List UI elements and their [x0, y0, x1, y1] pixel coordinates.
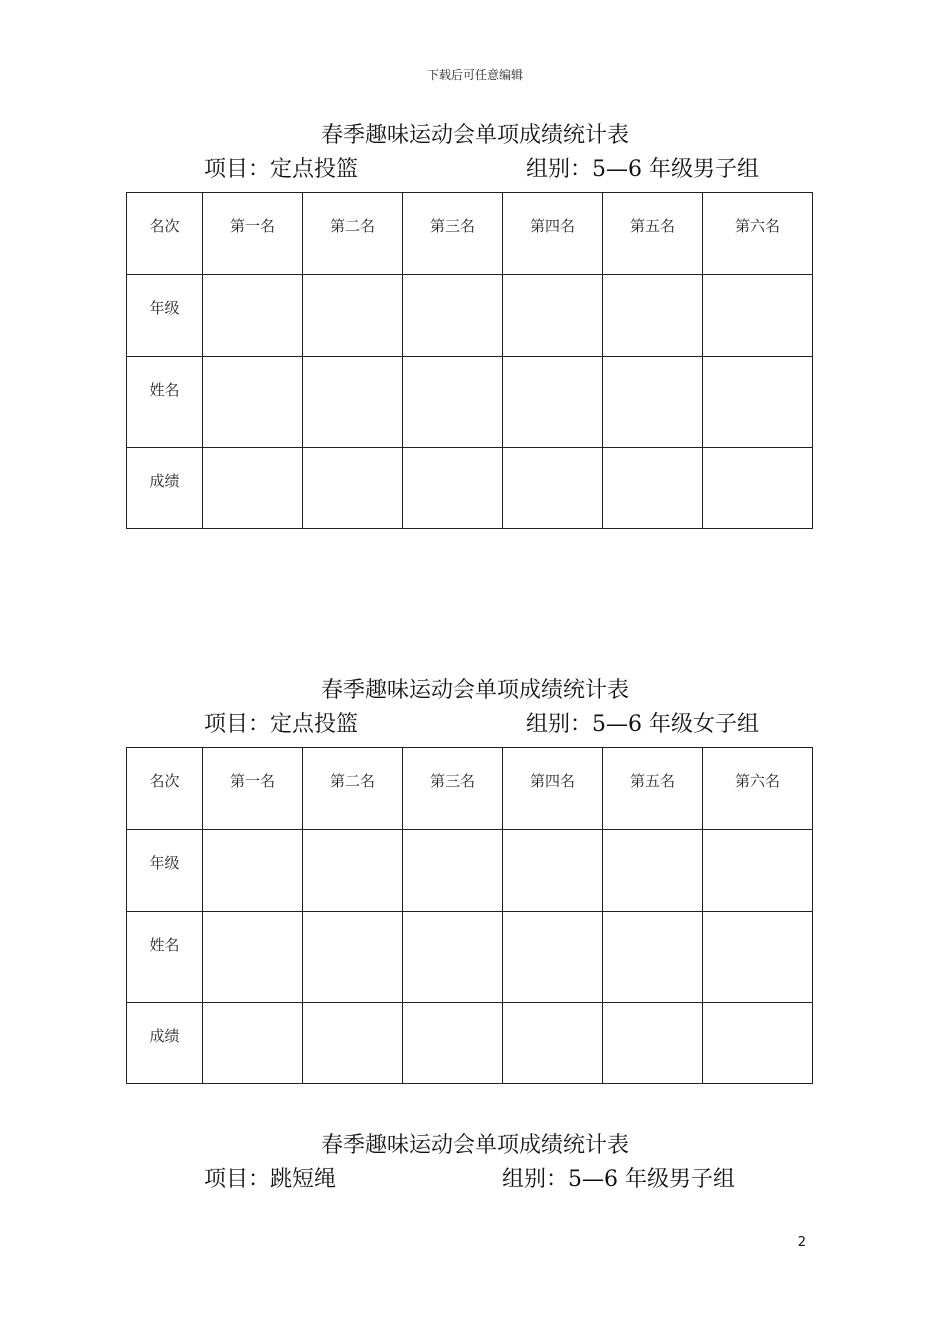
- header-cell: 第五名: [603, 748, 703, 830]
- header-cell: 名次: [127, 193, 203, 275]
- entry-cell[interactable]: [203, 275, 303, 357]
- entry-cell[interactable]: [703, 912, 813, 1003]
- header-note: 下载后可任意编辑: [426, 68, 523, 82]
- row-label: 年级: [127, 275, 203, 357]
- entry-cell[interactable]: [503, 448, 603, 529]
- entry-cell[interactable]: [403, 912, 503, 1003]
- entry-cell[interactable]: [503, 830, 603, 912]
- row-label: 成绩: [127, 448, 203, 529]
- entry-cell[interactable]: [303, 448, 403, 529]
- row-label: 成绩: [127, 1003, 203, 1084]
- entry-cell[interactable]: [203, 912, 303, 1003]
- entry-cell[interactable]: [703, 830, 813, 912]
- header-cell: 第一名: [203, 748, 303, 830]
- header-cell: 第六名: [703, 748, 813, 830]
- entry-cell[interactable]: [703, 448, 813, 529]
- entry-cell[interactable]: [603, 357, 703, 448]
- entry-cell[interactable]: [703, 1003, 813, 1084]
- header-cell: 第二名: [303, 193, 403, 275]
- entry-cell[interactable]: [403, 830, 503, 912]
- project-label: 项目：跳短绳: [204, 1167, 337, 1192]
- header-cell: 第四名: [503, 193, 603, 275]
- entry-cell[interactable]: [203, 357, 303, 448]
- entry-cell[interactable]: [303, 357, 403, 448]
- section-title: 春季趣味运动会单项成绩统计表: [320, 123, 629, 148]
- entry-cell[interactable]: [603, 448, 703, 529]
- table-row: [127, 1003, 813, 1084]
- entry-cell[interactable]: [303, 830, 403, 912]
- group-label: 组别：5—6 年级男子组: [526, 157, 759, 182]
- table-row: [127, 448, 813, 529]
- header-cell: 第三名: [403, 748, 503, 830]
- project-label: 项目：定点投篮: [204, 712, 359, 737]
- entry-cell[interactable]: [203, 448, 303, 529]
- header-cell: 第四名: [503, 748, 603, 830]
- page-number: 2: [797, 1235, 806, 1250]
- header-cell: 第六名: [703, 193, 813, 275]
- entry-cell[interactable]: [303, 912, 403, 1003]
- entry-cell[interactable]: [603, 275, 703, 357]
- entry-cell[interactable]: [603, 830, 703, 912]
- project-label: 项目：定点投篮: [204, 157, 359, 182]
- score-table: [126, 192, 813, 529]
- row-label: 姓名: [127, 357, 203, 448]
- header-cell: 第三名: [403, 193, 503, 275]
- row-label: 年级: [127, 830, 203, 912]
- header-cell: 名次: [127, 748, 203, 830]
- score-table: [126, 747, 813, 1084]
- section-title: 春季趣味运动会单项成绩统计表: [320, 678, 629, 703]
- entry-cell[interactable]: [303, 1003, 403, 1084]
- entry-cell[interactable]: [403, 275, 503, 357]
- table-header-row: [127, 748, 813, 830]
- table-row: [127, 830, 813, 912]
- entry-cell[interactable]: [503, 912, 603, 1003]
- entry-cell[interactable]: [703, 275, 813, 357]
- entry-cell[interactable]: [703, 357, 813, 448]
- row-label: 姓名: [127, 912, 203, 1003]
- entry-cell[interactable]: [403, 448, 503, 529]
- table-row: [127, 357, 813, 448]
- entry-cell[interactable]: [203, 830, 303, 912]
- group-label: 组别：5—6 年级男子组: [502, 1167, 735, 1192]
- entry-cell[interactable]: [503, 357, 603, 448]
- header-cell: 第二名: [303, 748, 403, 830]
- entry-cell[interactable]: [403, 1003, 503, 1084]
- group-label: 组别：5—6 年级女子组: [526, 712, 759, 737]
- entry-cell[interactable]: [503, 1003, 603, 1084]
- entry-cell[interactable]: [303, 275, 403, 357]
- table-row: [127, 912, 813, 1003]
- table-row: [127, 275, 813, 357]
- entry-cell[interactable]: [603, 912, 703, 1003]
- entry-cell[interactable]: [503, 275, 603, 357]
- table-header-row: [127, 193, 813, 275]
- header-cell: 第一名: [203, 193, 303, 275]
- entry-cell[interactable]: [603, 1003, 703, 1084]
- header-cell: 第五名: [603, 193, 703, 275]
- entry-cell[interactable]: [403, 357, 503, 448]
- section-title: 春季趣味运动会单项成绩统计表: [320, 1133, 629, 1158]
- entry-cell[interactable]: [203, 1003, 303, 1084]
